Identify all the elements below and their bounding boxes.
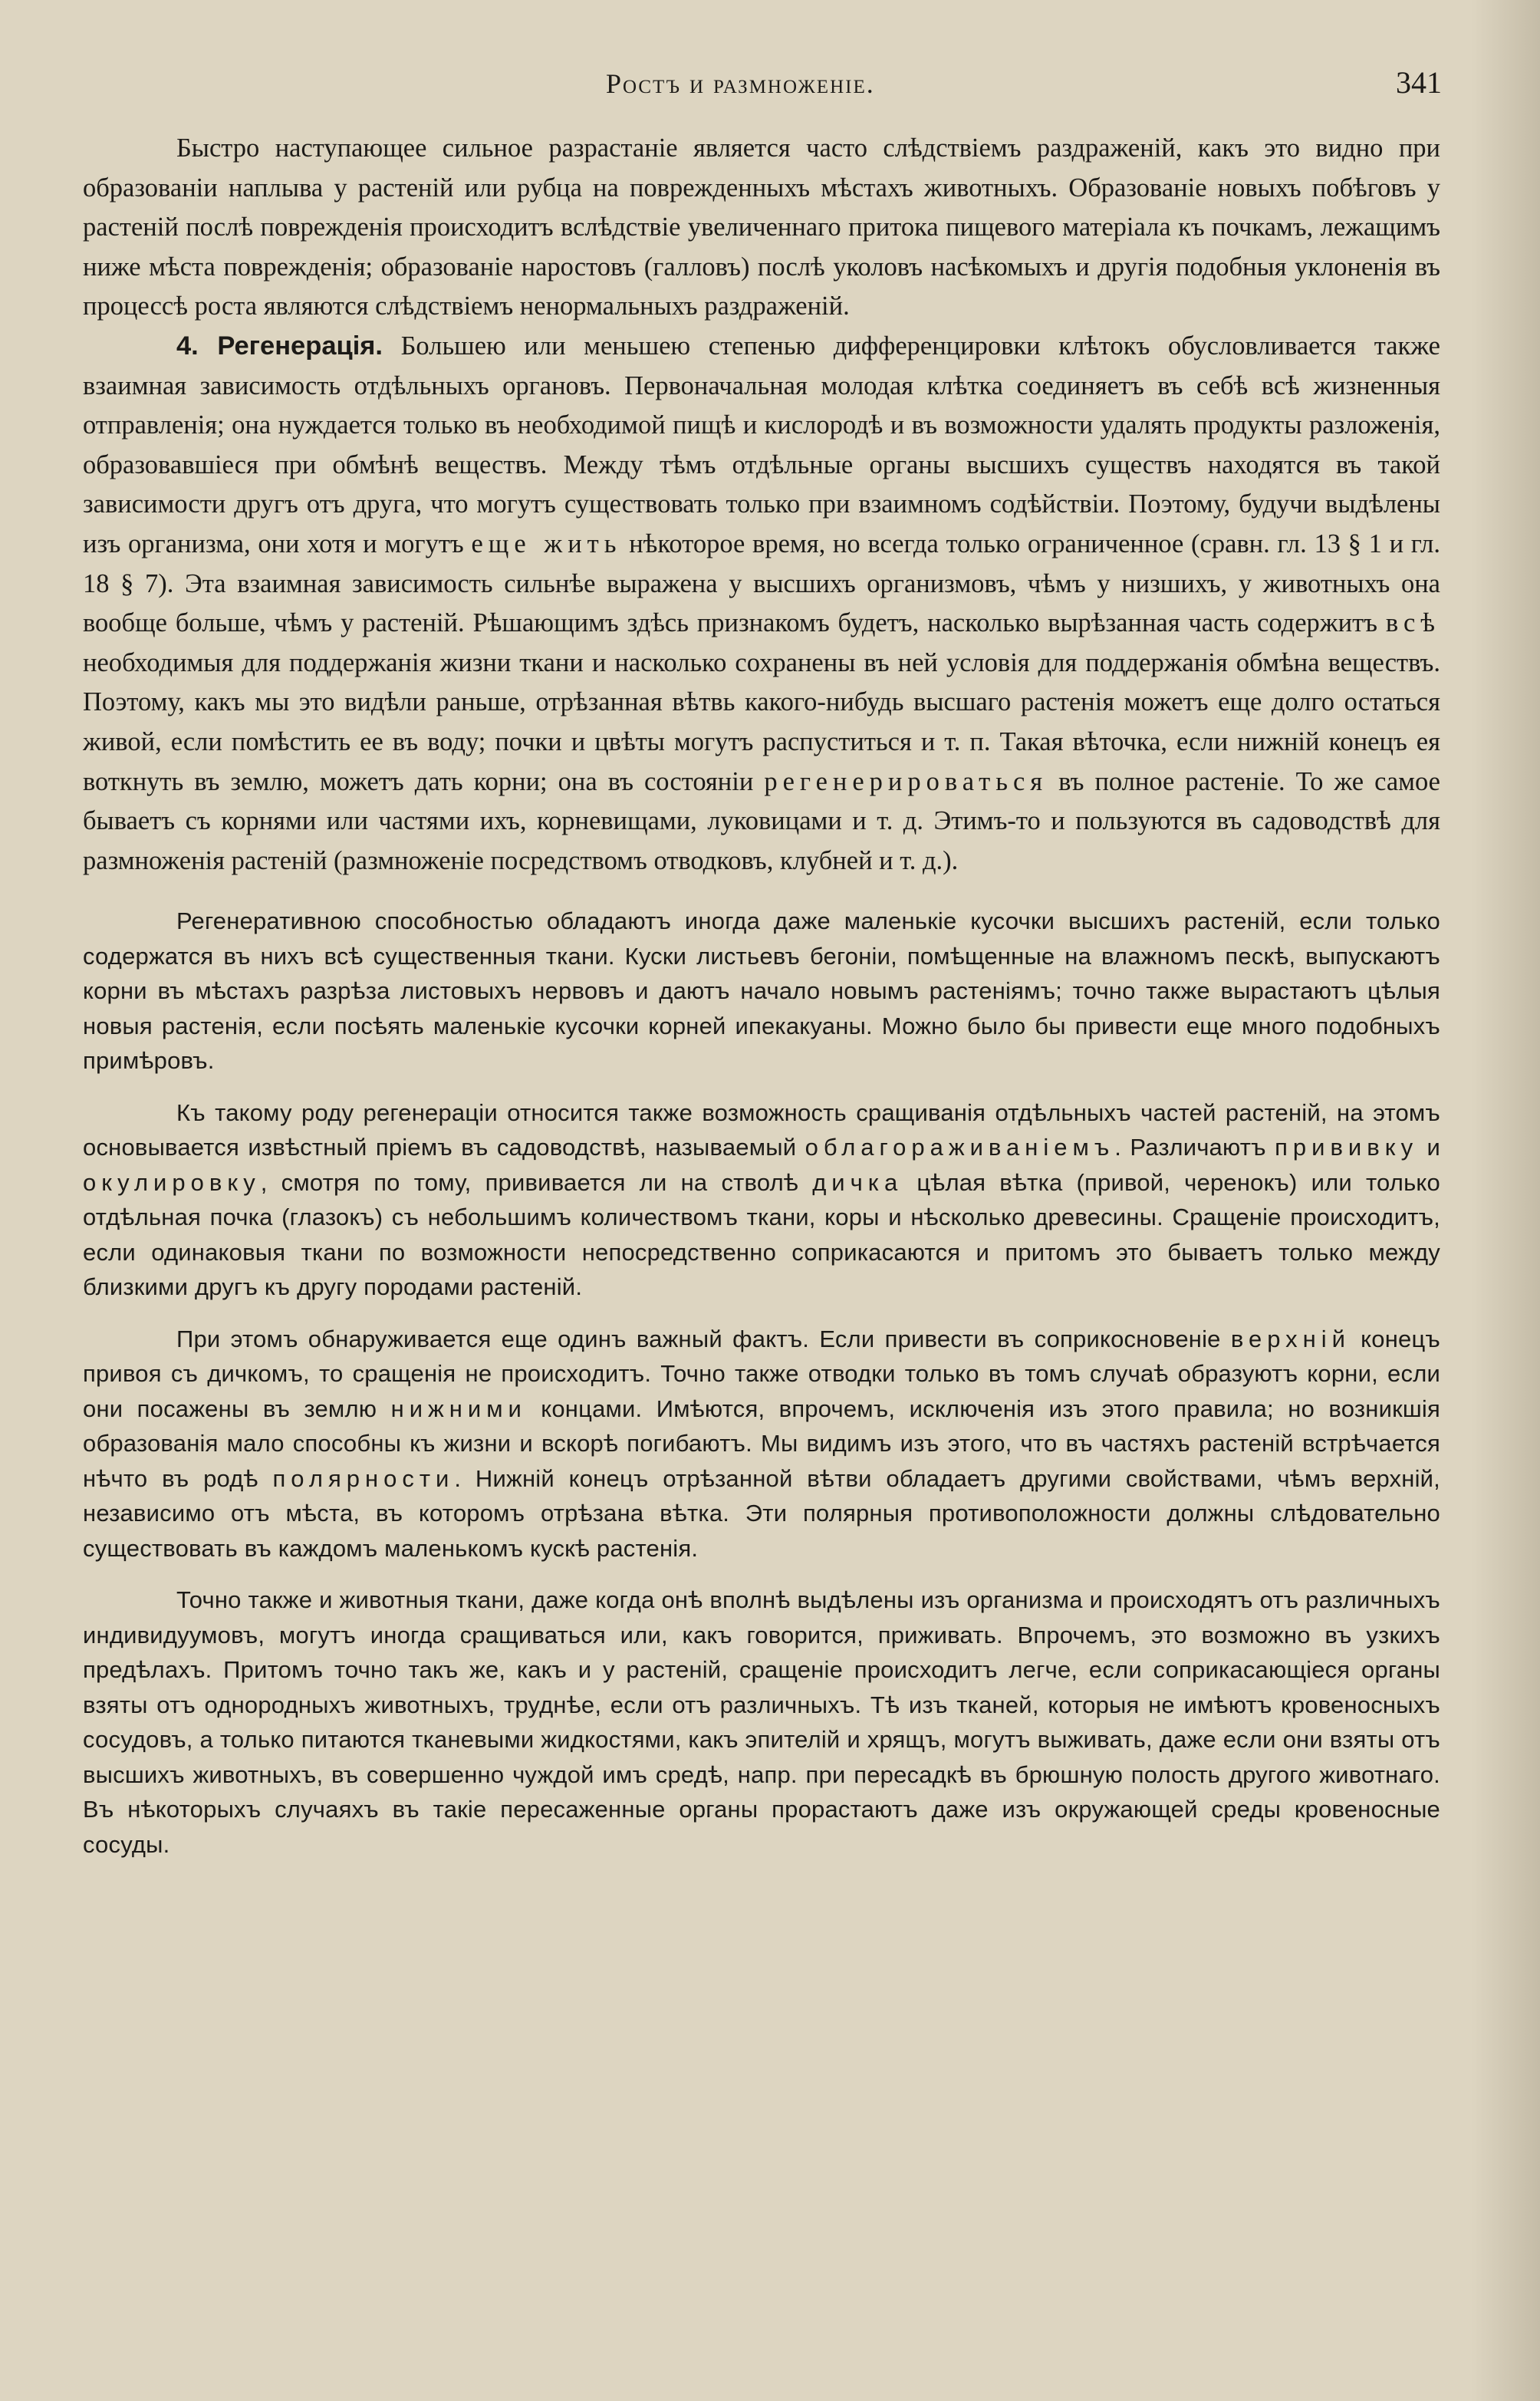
text-run: При этомъ обнаруживается еще одинъ важный фактъ. Если привести въ соприкосновеніе — [176, 1325, 1231, 1352]
paragraph-small-pieces: Регенеративною способностью обладаютъ иногда даже маленькіе кусочки высшихъ растеній, если только содержатся въ нихъ всѣ существенныя ткани. Куски листьевъ бегоніи, помѣщенные на влажномъ пескѣ, выпускаютъ корни въ мѣстахъ разрѣза листовыхъ нервовъ и даютъ начало новымъ растеніямъ; точно также вырастаютъ цѣлыя новыя растенія, если посѣять маленькіе кусочки корней ипекакуаны. Можно было бы привести еще много подобныхъ примѣровъ. — [83, 907, 1440, 1075]
section-heading-regeneration: 4. Регенерація. — [176, 331, 383, 361]
paragraph-grafting — [83, 1095, 1440, 1305]
running-title: Ростъ и размноженіе. — [606, 68, 875, 99]
emphasis-text: нижними — [390, 1395, 527, 1422]
text-run: . Различаютъ — [1114, 1134, 1275, 1161]
text-run: конецъ привоя съ дичкомъ, то сращенія не происходитъ. Точно также отводки только въ томъ случаѣ образуютъ корни, если они посажены въ землю — [83, 1325, 1440, 1422]
emphasis-text: верхній — [1230, 1325, 1351, 1352]
page-edge-shadow — [1471, 0, 1540, 2401]
text-run: . Нижній конецъ отрѣзанной вѣтви обладаетъ другими свойствами, чѣмъ верхній, независимо отъ мѣста, въ которомъ отрѣзана вѣтка. Эти полярныя противоположности должны слѣдовательно существовать въ каждомъ маленькомъ кускѣ растенія. — [83, 1464, 1440, 1562]
text-run: нѣкоторое время, но всегда только ограниченное (сравн. гл. 13 § 1 и гл. 18 § 7). Эта взаимная зависимость сильнѣе выражена у высшихъ организмовъ, чѣмъ у низшихъ, у животныхъ она вообще больше, чѣмъ у растеній. Рѣшающимъ здѣсь признакомъ будетъ, насколько вырѣзанная часть содержитъ — [83, 529, 1441, 638]
emphasis-text: всѣ — [1385, 608, 1440, 638]
emphasis-text: регенерироваться — [764, 766, 1048, 796]
emphasis-text: дичка — [812, 1168, 903, 1196]
emphasis-text: полярности — [272, 1464, 455, 1492]
page-header — [153, 61, 1442, 115]
text-run: Къ такому роду регенераціи относится также возможность сращиванія отдѣльныхъ частей растеній, на этомъ основывается извѣстный пріемъ въ садоводствѣ, называемый — [83, 1098, 1440, 1161]
text-run: и — [1418, 1134, 1440, 1161]
text-run: , смотря по тому, прививается ли на стволѣ — [260, 1168, 813, 1196]
paragraph-regeneration — [83, 327, 1440, 881]
text-run: цѣлая вѣтка (привой, черенокъ) или только отдѣльная почка (глазокъ) съ небольшимъ количествомъ ткани, коры и нѣсколько древесины. Сращеніе происходитъ, если одинаковыя ткани по возможности непосредственно соприкасаются и притомъ это бываетъ только между близкими другъ къ другу породами растеній. — [83, 1168, 1440, 1301]
emphasis-text: облагораживаніемъ — [805, 1134, 1115, 1161]
paragraph-polarity — [83, 1322, 1440, 1566]
text-run: концами. Имѣются, впрочемъ, исключенія изъ этого правила; но возникшія образованія мало способны къ жизни и вскорѣ погибаютъ. Мы видимъ изъ этого, что въ частяхъ растеній встрѣчается нѣчто въ родѣ — [83, 1395, 1440, 1492]
text-run: необходимыя для поддержанія жизни ткани и насколько сохранены въ ней условія для поддержанія обмѣна веществъ. Поэтому, какъ мы это видѣли раньше, отрѣзанная вѣтвь какого-нибудь высшаго растенія можетъ еще долго остаться живой, если помѣстить ее въ воду; почки и цвѣты могутъ распуститься и т. п. Такая вѣточка, если нижній конецъ ея воткнуть въ землю, можетъ дать корни; она въ состояніи — [83, 647, 1440, 796]
emphasis-text: прививку — [1275, 1134, 1419, 1161]
emphasis-text: окулировку — [83, 1168, 261, 1196]
paragraph-growth-irritation: Быстро наступающее сильное разрастаніе является часто слѣдствіемъ раздраженій, какъ это видно при образованіи наплыва у растеній или рубца на поврежденныхъ мѣстахъ животныхъ. Образованіе новыхъ побѣговъ у растеній послѣ поврежденія происходитъ вслѣдствіе увеличеннаго притока пищевого матеріала къ почкамъ, лежащимъ ниже мѣста поврежденія; образованіе наростовъ (галловъ) послѣ уколовъ насѣкомыхъ и другія подобныя уклоненія въ процессѣ роста являются слѣдствіемъ ненормальныхъ раздраженій. — [83, 133, 1440, 321]
page-body — [83, 129, 1440, 1862]
text-run: въ полное растеніе. То же самое бываетъ съ корнями или частями ихъ, корневищами, луковицами и т. д. Этимъ-то и пользуются въ садоводствѣ для размноженія растеній (размноженіе посредствомъ отводковъ, клубней и т. д.). — [83, 766, 1440, 875]
page-number: 341 — [1396, 65, 1442, 100]
emphasis-text: еще жить — [471, 529, 622, 558]
paragraph-animal-tissues: Точно также и животныя ткани, даже когда онѣ вполнѣ выдѣлены изъ организма и происходятъ отъ различныхъ индивидуумовъ, могутъ иногда сращиваться или, какъ говорится, приживать. Впрочемъ, это возможно въ узкихъ предѣлахъ. Притомъ точно такъ же, какъ и у растеній, сращеніе происходитъ легче, если соприкасающіеся органы взяты отъ однородныхъ животныхъ, труднѣе, если отъ различныхъ. Тѣ изъ тканей, которыя не имѣютъ кровеносныхъ сосудовъ, а только питаются тканевыми жидкостями, какъ эпителій и хрящъ, могутъ выживать, даже если они взяты отъ высшихъ животныхъ, въ совершенно чуждой имъ средѣ, напр. при пересадкѣ въ брюшную полость другого животнаго. Въ нѣкоторыхъ случаяхъ въ такіе пересаженные органы прорастаютъ даже изъ окружающей среды кровеносные сосуды. — [83, 1586, 1440, 1858]
text-run: Большею или меньшею степенью дифференцировки клѣтокъ обусловливается также взаимная зависимость отдѣльныхъ органовъ. Первоначальная молодая клѣтка соединяетъ въ себѣ всѣ жизненныя отправленія; она нуждается только въ необходимой пищѣ и кислородѣ и въ возможности удалять продукты разложенія, образовавшіеся при обмѣнѣ веществъ. Между тѣмъ отдѣльные органы высшихъ существъ находятся въ такой зависимости другъ отъ друга, что могутъ существовать только при взаимномъ содѣйствіи. Поэтому, будучи выдѣлены изъ организма, они хотя и могутъ — [83, 331, 1440, 558]
